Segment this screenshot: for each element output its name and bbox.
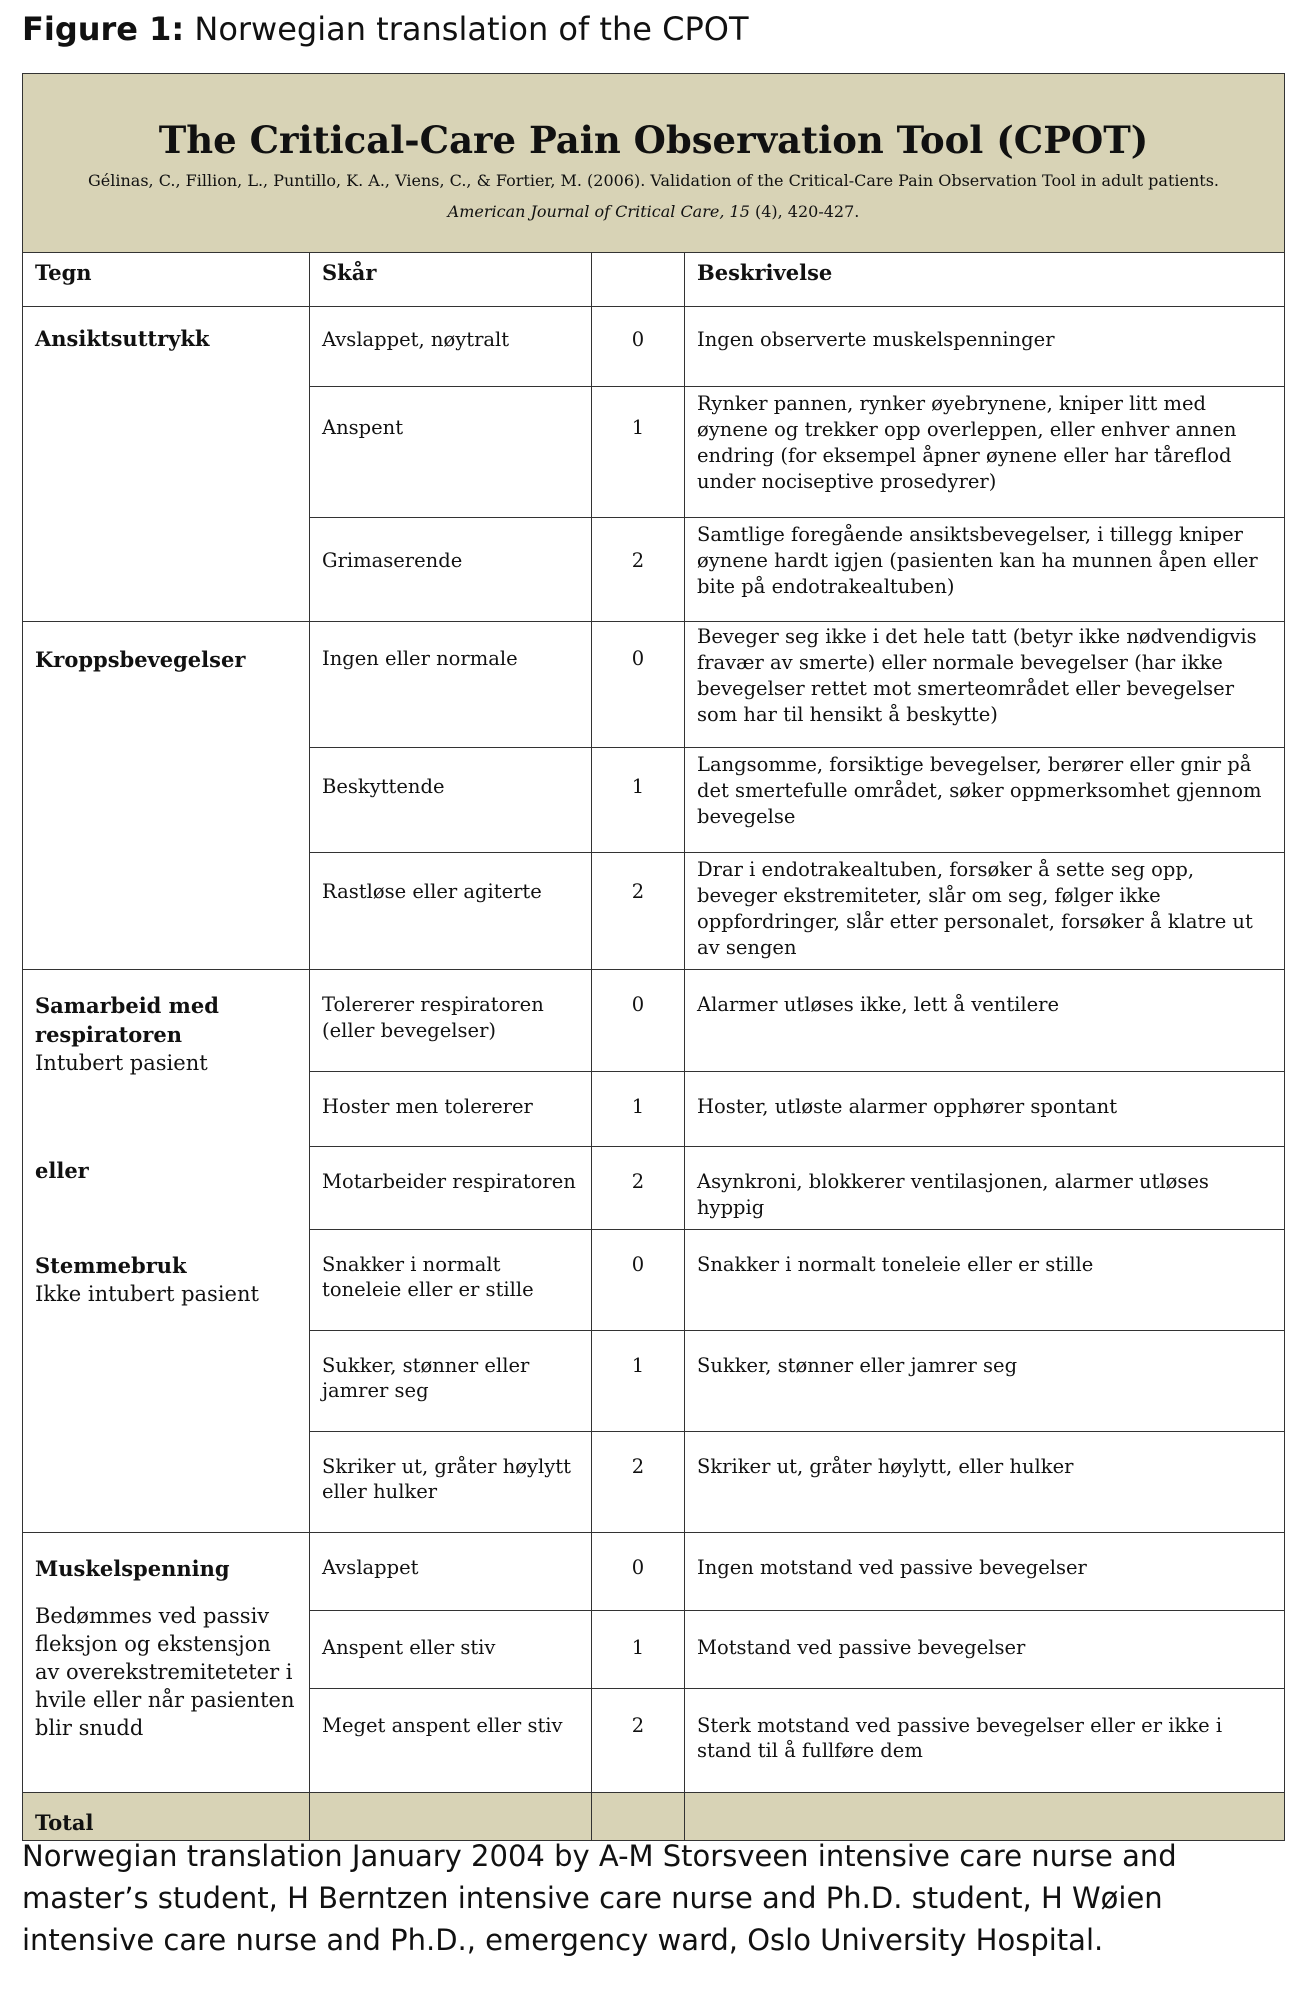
score-label: Anspent bbox=[310, 387, 592, 518]
score-value: 1 bbox=[592, 1610, 685, 1688]
section-facial bbox=[23, 307, 310, 622]
table-row bbox=[23, 1532, 1285, 1610]
score-label: Ingen eller normale bbox=[310, 622, 592, 748]
score-value: 1 bbox=[592, 387, 685, 518]
score-value: 1 bbox=[592, 1071, 685, 1146]
col-header-score: Skår bbox=[310, 253, 592, 307]
score-value: 2 bbox=[592, 853, 685, 970]
description: Asynkroni, blokkerer ventilasjonen, alarmer utløses hyppig bbox=[685, 1146, 1285, 1229]
score-label: Tolererer respiratoren (eller bevegelser) bbox=[310, 969, 592, 1071]
section-muscle bbox=[23, 1532, 310, 1792]
figure-label: Figure 1: bbox=[22, 10, 185, 48]
column-headers bbox=[23, 253, 1285, 307]
col-header-description: Beskrivelse bbox=[685, 253, 1285, 307]
table-header-banner bbox=[23, 74, 1285, 253]
total-blank-cell bbox=[592, 1792, 685, 1840]
score-label: Rastløse eller agiterte bbox=[310, 853, 592, 970]
score-label: Snakker i normalt toneleie eller er stille bbox=[310, 1229, 592, 1330]
table-row bbox=[23, 622, 1285, 748]
section-label: Samarbeid med respiratoren bbox=[35, 992, 219, 1047]
col-header-sign: Tegn bbox=[23, 253, 310, 307]
description: Snakker i normalt toneleie eller er stille bbox=[685, 1229, 1285, 1330]
score-label: Grimaserende bbox=[310, 518, 592, 622]
score-value: 1 bbox=[592, 748, 685, 853]
score-value: 0 bbox=[592, 307, 685, 387]
section-label: Kroppsbevegelser bbox=[35, 647, 246, 672]
description: Beveger seg ikke i det hele tatt (betyr ikke nødvendigvis fravær av smerte) eller normale bevegelser (har ikke bevegelser rettet mot smerteområdet eller bevegelser som har til hensikt å beskytte) bbox=[685, 622, 1285, 748]
score-value: 2 bbox=[592, 1688, 685, 1792]
table-row bbox=[23, 969, 1285, 1071]
section-label: Ansiktsuttrykk bbox=[35, 326, 210, 351]
description: Rynker pannen, rynker øyebrynene, kniper litt med øynene og trekker opp overleppen, eller enhver annen endring (for eksempel åpner øynene eller har tåreflod under nociseptive prosedyrer) bbox=[685, 387, 1285, 518]
total-row bbox=[23, 1792, 1285, 1840]
total-score-cell bbox=[310, 1792, 592, 1840]
description: Motstand ved passive bevegelser bbox=[685, 1610, 1285, 1688]
score-value: 2 bbox=[592, 518, 685, 622]
score-label: Avslappet bbox=[310, 1532, 592, 1610]
tool-title: The Critical-Care Pain Observation Tool (CPOT) bbox=[158, 118, 1149, 162]
score-label: Meget anspent eller stiv bbox=[310, 1688, 592, 1792]
score-label: Skriker ut, gråter høylytt eller hulker bbox=[310, 1431, 592, 1532]
col-header-blank bbox=[592, 253, 685, 307]
score-label: Beskyttende bbox=[310, 748, 592, 853]
description: Ingen observerte muskelspenninger bbox=[685, 307, 1285, 387]
score-value: 0 bbox=[592, 1532, 685, 1610]
score-value: 2 bbox=[592, 1146, 685, 1229]
score-label: Hoster men tolererer bbox=[310, 1071, 592, 1146]
section-sublabel-2: Ikke intubert pasient bbox=[35, 1282, 259, 1307]
description: Hoster, utløste alarmer opphører spontant bbox=[685, 1071, 1285, 1146]
section-sublabel: Intubert pasient bbox=[35, 1050, 208, 1075]
description: Sterk motstand ved passive bevegelser eller er ikke i stand til å fullføre dem bbox=[685, 1688, 1285, 1792]
score-label: Anspent eller stiv bbox=[310, 1610, 592, 1688]
total-text: Total bbox=[35, 1809, 94, 1835]
citation-journal: American Journal of Critical Care, 15 bbox=[447, 201, 750, 221]
table-row bbox=[23, 307, 1285, 387]
section-sublabel: Bedømmes ved passiv fleksjon og ekstensjon av overekstremiteteter i hvile eller når pasienten blir snudd bbox=[35, 1604, 295, 1741]
total-description-cell bbox=[685, 1792, 1285, 1840]
score-label: Avslappet, nøytralt bbox=[310, 307, 592, 387]
citation-rest: (4), 420-427. bbox=[749, 201, 860, 221]
section-ventilator bbox=[23, 969, 310, 1532]
section-label-2: Stemmebruk bbox=[35, 1253, 187, 1279]
or-label: eller bbox=[35, 1158, 89, 1184]
figure-title bbox=[22, 10, 748, 48]
score-value: 0 bbox=[592, 969, 685, 1071]
citation-line1: Gélinas, C., Fillion, L., Puntillo, K. A., Viens, C., & Fortier, M. (2006). Validation of the Critical-Care Pain Observation Tool in adult patients. bbox=[88, 171, 1220, 191]
description: Drar i endotrakealtuben, forsøker å sette seg opp, beveger ekstremiteter, slår om seg, følger ikke oppfordringer, slår etter personalet, forsøker å klatre ut av sengen bbox=[685, 853, 1285, 970]
score-value: 0 bbox=[592, 1229, 685, 1330]
score-value: 0 bbox=[592, 622, 685, 748]
total-label bbox=[23, 1792, 310, 1840]
description: Samtlige foregående ansiktsbevegelser, i tillegg kniper øynene hardt igjen (pasienten kan ha munnen åpen eller bite på endotrakealtuben) bbox=[685, 518, 1285, 622]
description: Skriker ut, gråter høylytt, eller hulker bbox=[685, 1431, 1285, 1532]
description: Sukker, stønner eller jamrer seg bbox=[685, 1330, 1285, 1431]
citation bbox=[35, 162, 1272, 227]
description: Langsomme, forsiktige bevegelser, berører eller gnir på det smertefulle området, søker oppmerksomhet gjennom bevegelse bbox=[685, 748, 1285, 853]
score-label: Sukker, stønner eller jamrer seg bbox=[310, 1330, 592, 1431]
score-label: Motarbeider respiratoren bbox=[310, 1146, 592, 1229]
figure-caption: Norwegian translation of the CPOT bbox=[194, 10, 749, 48]
cpot-table-container bbox=[22, 73, 1284, 1841]
translation-credits: Norwegian translation January 2004 by A-M Storsveen intensive care nurse and master’s student, H Berntzen intensive care nurse and Ph.D. student, H Wøien intensive care nurse and Ph.D., emergency ward, Oslo University Hospital. bbox=[22, 1839, 1177, 1958]
section-body bbox=[23, 622, 310, 970]
score-value: 2 bbox=[592, 1431, 685, 1532]
description: Ingen motstand ved passive bevegelser bbox=[685, 1532, 1285, 1610]
description: Alarmer utløses ikke, lett å ventilere bbox=[685, 969, 1285, 1071]
cpot-table bbox=[22, 73, 1285, 1841]
score-value: 1 bbox=[592, 1330, 685, 1431]
section-label: Muskelspenning bbox=[35, 1555, 230, 1581]
